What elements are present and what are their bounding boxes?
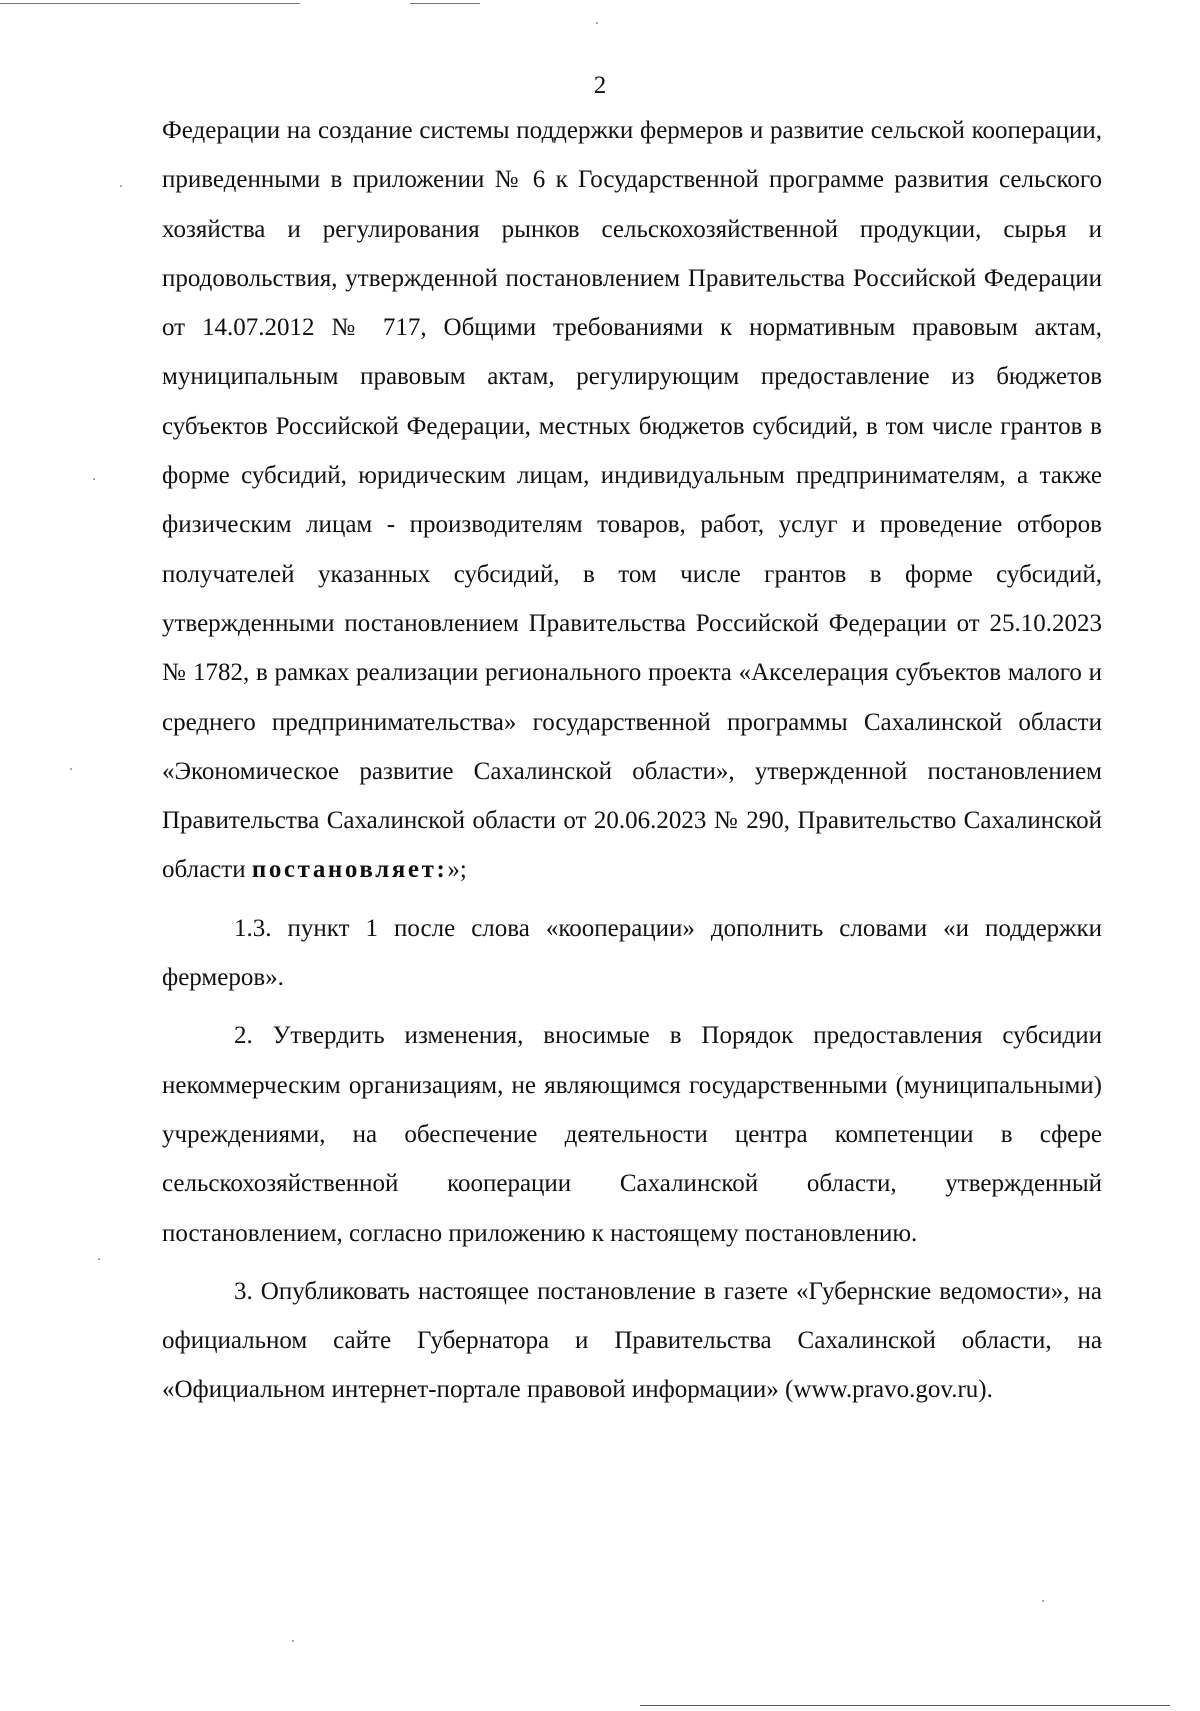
scan-artifact-line xyxy=(410,3,480,4)
scan-artifact-dot xyxy=(596,22,598,24)
scan-artifact-dot xyxy=(93,478,95,480)
paragraph-1-3: 1.3. пункт 1 после слова «кооперации» дополнить словами «и поддержки фермеров». xyxy=(162,914,1102,992)
scan-artifact-dot xyxy=(1042,1600,1044,1602)
intro-paragraph xyxy=(162,106,1102,895)
intro-text: Федерации на создание системы поддержки фермеров и развитие сельской кооперации, приведенными в приложении № 6 к Государственной программе развития сельского хозяйства и регулирования рынков сельскохозяйственной продукции, сырья и продовольствия, утвержденной постановлением Правительства Российской Федерации от 14.07.2012 № 717, Общими требованиями к нормативным правовым актам, муниципальным правовым актам, регулирующим предоставление из бюджетов субъектов Российской Федерации, местных бюджетов субсидий, в том числе грантов в форме субсидий, юридическим лицам, индивидуальным предпринимателям, а также физическим лицам - производителям товаров, работ, услуг и проведение отборов получателей указанных субсидий, в том числе грантов в форме субсидий, утвержденными постановлением Правительства Российской Федерации от 25.10.2023 № 1782, в рамках реализации регионального проекта «Акселерация субъектов малого и среднего предпринимательства» государственной программы Сахалинской области «Экономическое развитие Сахалинской области», утвержденной постановлением Правительства Сахалинской области от 20.06.2023 № 290, Правительство Сахалинской области xyxy=(162,117,1102,884)
scan-artifact-line xyxy=(0,3,300,4)
paragraph-2: 2. Утвердить изменения, вносимые в Порядок предоставления субсидии некоммерческим организациям, не являющимся государственными (муниципальными) учреждениями, на обеспечение деятельности центра компетенции в сфере сельскохозяйственной кооперации Сахалинской области, утвержденный постановлением, согласно приложению к настоящему постановлению. xyxy=(162,1022,1102,1247)
page-number: 2 xyxy=(593,72,607,99)
scan-artifact-dot xyxy=(120,185,122,187)
scan-artifact-line xyxy=(640,1705,1170,1706)
scan-artifact-dot xyxy=(292,1640,294,1642)
scan-artifact-dot xyxy=(98,1258,100,1260)
paragraph-3: 3. Опубликовать настоящее постановление в газете «Губернские ведомости», на официальном сайте Губернатора и Правительства Сахалинской области, на «Официальном интернет-портале правовой информации» (www.pravo.gov.ru). xyxy=(162,1277,1102,1404)
intro-bold-word: постановляет: xyxy=(251,856,448,884)
scan-artifact-dot xyxy=(70,768,72,770)
intro-closing: »; xyxy=(447,856,467,884)
document-body xyxy=(162,106,1102,1415)
